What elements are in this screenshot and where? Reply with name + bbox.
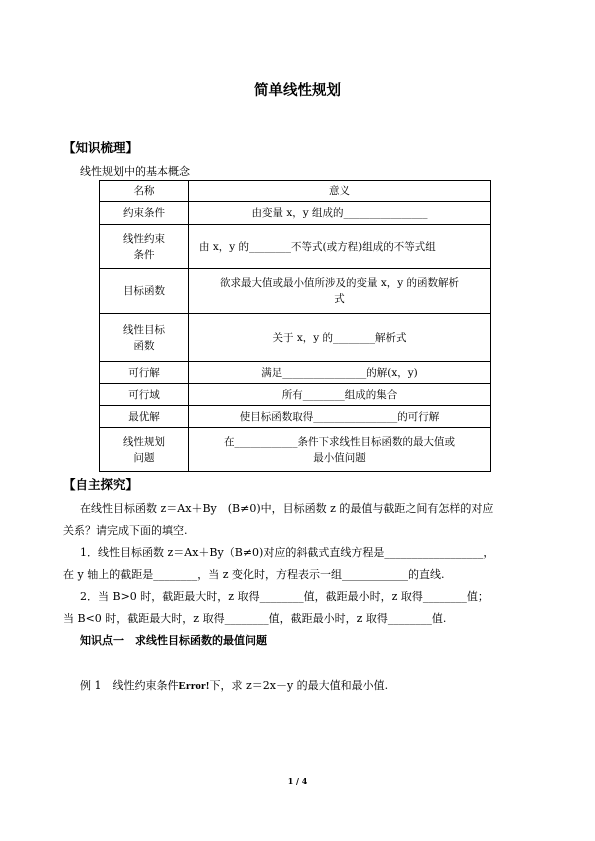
paragraph-line: 1．线性目标函数 z＝Ax＋By（B≠0)对应的斜截式直线方程是__________________，	[80, 546, 495, 559]
meaning-cell: 在____________条件下求线性目标函数的最大值或 最小值问题	[189, 428, 491, 472]
term-cell: 最优解	[100, 406, 189, 428]
term-cell: 线性约束 条件	[100, 225, 189, 269]
section-heading-explore: 【自主探究】	[63, 477, 139, 492]
table-row	[100, 269, 491, 314]
paragraph-line: 当 B<0 时，截距最大时，z 取得________值，截距最小时，z 取得________值.	[63, 612, 447, 625]
meaning-cell: 所有________组成的集合	[189, 384, 491, 406]
section-heading-knowledge: 【知识梳理】	[63, 140, 139, 155]
concept-table	[99, 180, 491, 472]
meaning-cell: 欲求最大值或最小值所涉及的变量 x，y 的函数解析 式	[189, 269, 491, 314]
term-cell: 约束条件	[100, 202, 189, 225]
table-row	[100, 314, 491, 362]
term-cell: 可行域	[100, 384, 189, 406]
table-row	[100, 362, 491, 384]
meaning-cell: 由变量 x，y 组成的________________	[189, 202, 491, 225]
term-cell: 线性规划 问题	[100, 428, 189, 472]
table-header-row	[100, 181, 491, 202]
example-1	[80, 677, 388, 693]
example-1-suffix: 下，求 z＝2x－y 的最大值和最小值.	[209, 679, 389, 692]
table-row	[100, 384, 491, 406]
error-text: Error!	[178, 680, 210, 692]
paragraph-line: 在 y 轴上的截距是________，当 z 变化时，方程表示一组____________的直线.	[63, 568, 445, 581]
page-title: 简单线性规划	[254, 83, 341, 99]
meaning-cell: 关于 x，y 的________解析式	[189, 314, 491, 362]
table-row	[100, 202, 491, 225]
paragraph-line: 关系？请完成下面的填空.	[63, 524, 188, 537]
table-row	[100, 406, 491, 428]
example-1-prefix: 例 1 线性约束条件	[80, 679, 179, 692]
meaning-cell: 使目标函数取得________________的可行解	[189, 406, 491, 428]
table-row	[100, 428, 491, 472]
term-cell: 可行解	[100, 362, 189, 384]
header-name: 名称	[100, 181, 189, 202]
table-row	[100, 225, 491, 269]
paragraph-line: 在线性目标函数 z＝Ax＋By (B≠0)中，目标函数 z 的最值与截距之间有怎样的对应	[80, 502, 494, 515]
paragraph-line: 2．当 B>0 时，截距最大时，z 取得________值，截距最小时，z 取得________值；	[80, 590, 489, 603]
meaning-cell: 满足________________的解(x，y)	[189, 362, 491, 384]
term-cell: 目标函数	[100, 269, 189, 314]
knowledge-point-heading: 知识点一 求线性目标函数的最值问题	[80, 634, 267, 647]
header-meaning: 意义	[189, 181, 491, 202]
term-cell: 线性目标 函数	[100, 314, 189, 362]
meaning-cell: 由 x，y 的________不等式(或方程)组成的不等式组	[189, 225, 491, 269]
page-number: 1 / 4	[287, 776, 308, 786]
concept-intro: 线性规划中的基本概念	[80, 165, 190, 178]
